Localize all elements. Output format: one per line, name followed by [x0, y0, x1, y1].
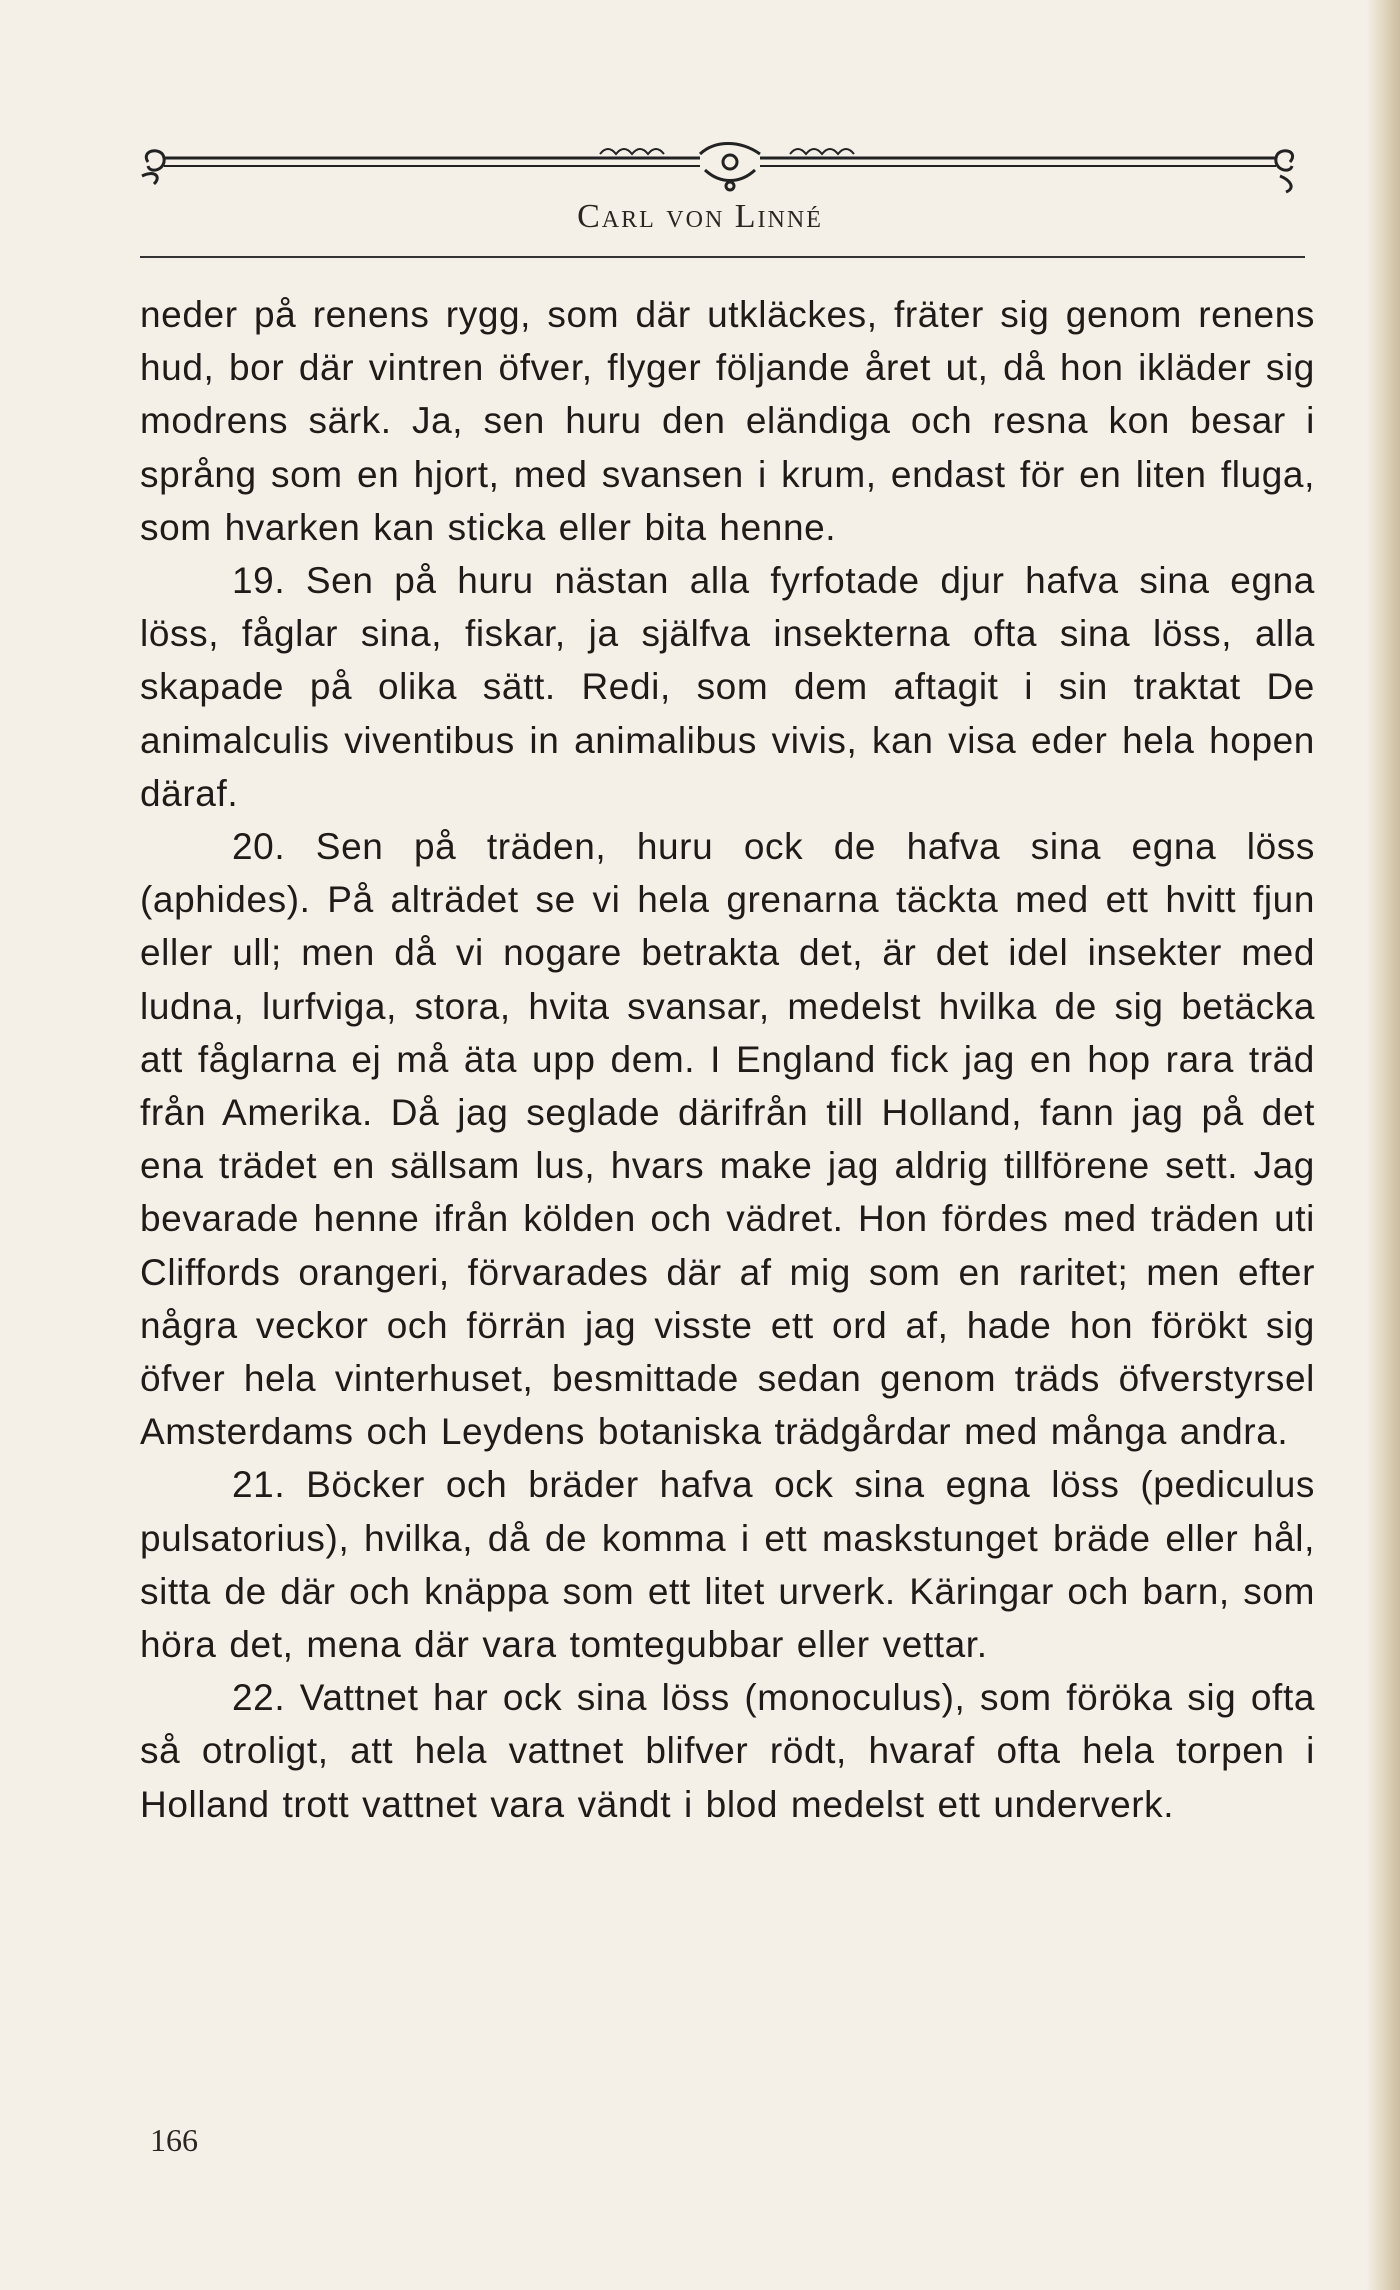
paragraph-22: 22. Vattnet har ock sina löss (monoculus), som föröka sig ofta så otroligt, att hela vattnet blifver rödt, hvaraf ofta hela torpen i Holland trott vattnet vara vändt i blod medelst ett underverk.	[140, 1677, 1315, 1825]
body-text	[140, 288, 1315, 1831]
page-number: 166	[150, 2122, 198, 2158]
paragraph-20: 20. Sen på träden, huru ock de hafva sina egna löss (aphides). På alträdet se vi hela grenarna täckta med ett hvitt fjun eller ull; men då vi nogare betrakta det, är det idel insekter med ludna, lurfviga, stora, hvita svansar, medelst hvilka de sig betäcka att fåglarna ej må äta upp dem. I England fick jag en hop rara träd från Amerika. Då jag seglade därifrån till Holland, fann jag på det ena trädet en sällsam lus, hvars make jag aldrig tillförene sett. Jag bevarade henne ifrån kölden och vädret. Hon fördes med träden uti Cliffords orangeri, förvarades där af mig som en raritet; men efter några veckor och förrän jag visste ett ord af, hade hon förökt sig öfver hela vinterhuset, besmittade sedan genom träds öfverstyrsel Amsterdams och Leydens botaniska trädgårdar med många andra.	[140, 826, 1315, 1453]
paragraph-19: 19. Sen på huru nästan alla fyrfotade djur hafva sina egna löss, fåglar sina, fiskar, ja själfva insekterna ofta sina löss, alla skapade på olika sätt. Redi, som dem aftagit i sin traktat De animalculis viventibus in animalibus vivis, kan visa eder hela hopen däraf.	[140, 560, 1315, 814]
header-rule	[140, 256, 1305, 258]
paragraph-continuation: neder på renens rygg, som där utkläckes, fräter sig genom renens hud, bor där vintren öfver, flyger följande året ut, då hon ikläder sig modrens särk. Ja, sen huru den eländiga och resna kon besar i språng som en hjort, med svansen i krum, endast för en liten fluga, som hvarken kan sticka eller bita henne.	[140, 294, 1315, 548]
running-head: Carl von Linné	[577, 198, 823, 235]
header-ornament-icon	[140, 140, 1300, 200]
page-edge-shadow	[1366, 0, 1400, 2290]
paragraph-21: 21. Böcker och bräder hafva ock sina egna löss (pediculus pulsatorius), hvilka, då de komma i ett maskstunget bräde eller hål, sitta de där och knäppa som ett litet urverk. Käringar och barn, som höra det, mena där vara tomtegubbar eller vettar.	[140, 1464, 1315, 1666]
